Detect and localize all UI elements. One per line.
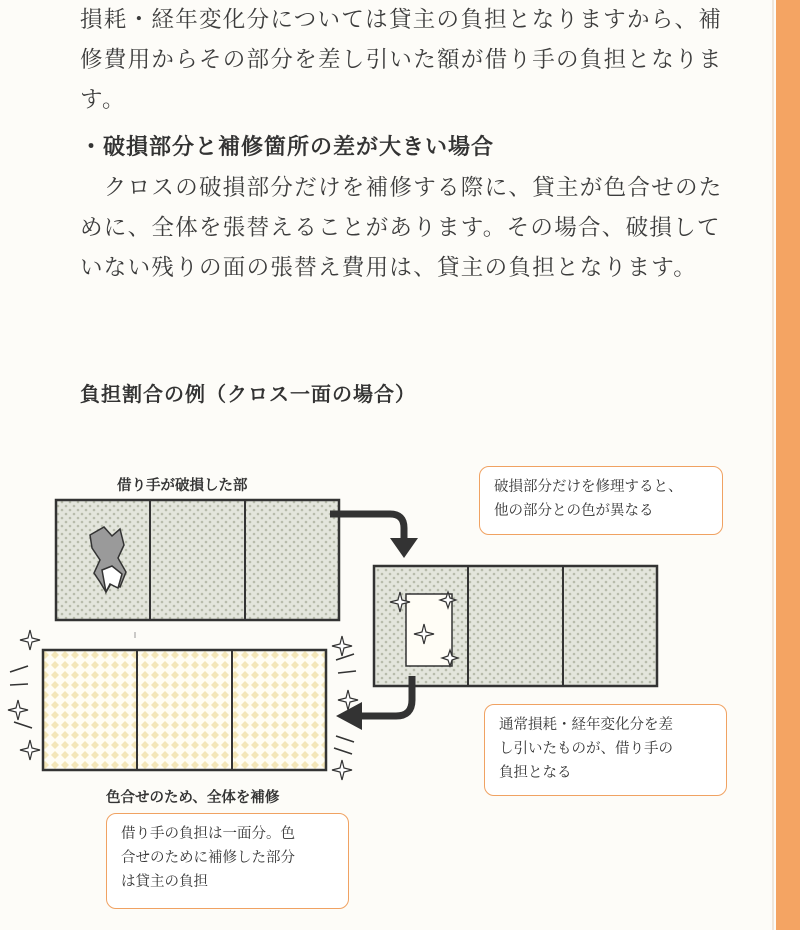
arrow-down-icon	[390, 538, 418, 558]
body-text-line-4: クロスの破損部分だけを補修する際に、貸主が色合せのた	[80, 175, 723, 201]
caption-damaged-part: 借り手が破損した部	[117, 478, 248, 494]
note-tenant-one-face: 借り手の負担は一面分。色 合せのために補修した部分 は貸主の負担	[106, 813, 349, 909]
diagram-title: 負担割合の例（クロス一面の場合）	[80, 382, 416, 406]
partially-repaired-wall-panels	[374, 566, 657, 686]
damaged-wall-panels	[56, 500, 339, 620]
body-text-line-2: 修費用からその部分を差し引いた額が借り手の負担となりま	[80, 47, 723, 73]
note-tenant-burden-deduction: 通常損耗・経年変化分を差 し引いたものが、借り手の 負担となる	[484, 704, 727, 796]
body-text-line-1: 損耗・経年変化分については貸主の負担となりますから、補	[80, 7, 723, 33]
body-text-line-6: いない残りの面の張替え費用は、貸主の負担となります。	[80, 255, 698, 281]
subheading-damage-gap: ・破損部分と補修箇所の差が大きい場合	[80, 135, 495, 160]
fully-replaced-wall-panels	[43, 650, 326, 770]
note-color-mismatch: 破損部分だけを修理すると、 他の部分との色が異なる	[479, 466, 723, 535]
caption-full-repair: 色合せのため、全体を補修	[106, 790, 280, 806]
body-text-line-3: す。	[80, 87, 126, 113]
body-text-line-5: めに、全体を張替えることがあります。その場合、破損して	[80, 215, 721, 241]
repaired-patch	[406, 594, 452, 666]
